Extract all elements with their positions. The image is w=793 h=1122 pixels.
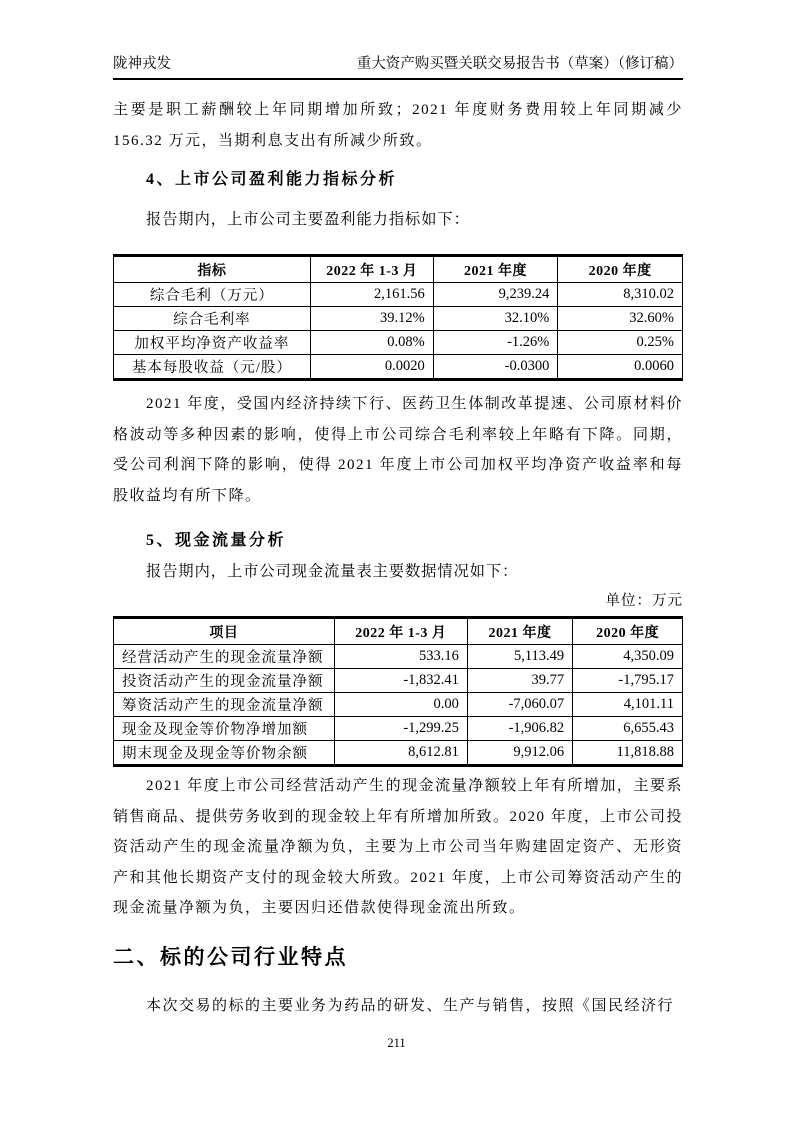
column-header: 2021 年度 [433,256,558,283]
row-label: 综合毛利率 [114,307,311,331]
paragraph-gross-margin-analysis: 2021 年度，受国内经济持续下行、医药卫生体制改革提速、公司原材料价格波动等多种因素的影响，使得上市公司综合毛利率较上年略有下降。同期，受公司利润下降的影响，使得 2021 年度上市公司加权平均净资产收益率和每股收益均有所下降。 [113,396,683,504]
cell-value: 0.08% [310,331,433,355]
row-label: 现金及现金等价物净增加额 [114,717,335,741]
cell-value: 0.0020 [310,355,433,380]
column-header: 项目 [114,618,335,645]
row-label: 筹资活动产生的现金流量净额 [114,693,335,717]
heading-target-company-industry: 二、标的公司行业特点 [113,945,348,969]
cell-value: 0.0060 [558,355,683,380]
paragraph-cashflow-explanation: 2021 年度上市公司经营活动产生的现金流量净额较上年有所增加，主要系销售商品、提供劳务收到的现金较上年有所增加所致。2020 年度，上市公司投资活动产生的现金流量净额为负，主要为上市公司当年购建固定资产、无形资产和其他长期资产支付的现金较大所致。2021 年度，上市公司筹资活动产生的现金流量净额为负，主要因归还借款使得现金流出所致。 [113,778,683,916]
cell-value: 0.00 [334,693,467,717]
heading-profitability-analysis: 4、上市公司盈利能力指标分析 [146,171,398,188]
paragraph-expense-explanation: 主要是职工薪酬较上年同期增加所致；2021 年度财务费用较上年同期减少 156.32 万元，当期利息支出有所减少所致。 [113,102,683,149]
table-row [114,307,683,331]
table-row [114,645,683,669]
table-row [114,283,683,307]
unit-label: 单位：万元 [605,593,683,609]
cell-value: 5,113.49 [467,645,572,669]
row-label: 期末现金及现金等价物余额 [114,741,335,766]
cell-value: 39.12% [310,307,433,331]
cell-value: 8,612.81 [334,741,467,766]
column-header: 2021 年度 [467,618,572,645]
table-header-row [114,618,683,645]
page-content [113,77,683,1021]
cell-value: 9,912.06 [467,741,572,766]
intro-cashflow-table: 报告期内，上市公司现金流量表主要数据情况如下： [146,563,519,580]
table-row [114,355,683,380]
cell-value: 11,818.88 [573,741,683,766]
paragraph-target-business: 本次交易的标的主要业务为药品的研发、生产与销售，按照《国民经济行 [146,997,675,1014]
profitability-indicators-table [113,254,683,381]
table-row [114,669,683,693]
table-row [114,693,683,717]
cell-value: -1,795.17 [573,669,683,693]
table-row [114,331,683,355]
heading-cashflow-analysis: 5、现金流量分析 [146,532,287,549]
column-header: 2022 年 1-3 月 [334,618,467,645]
table-header-row [114,256,683,283]
row-label: 综合毛利（万元） [114,283,311,307]
row-label: 经营活动产生的现金流量净额 [114,645,335,669]
cell-value: -1.26% [433,331,558,355]
cell-value: -1,906.82 [467,717,572,741]
page-header [113,52,683,80]
cell-value: -7,060.07 [467,693,572,717]
table-row [114,717,683,741]
cashflow-table [113,616,683,767]
row-label: 投资活动产生的现金流量净额 [114,669,335,693]
row-label: 加权平均净资产收益率 [114,331,311,355]
cell-value: 9,239.24 [433,283,558,307]
cell-value: -1,832.41 [334,669,467,693]
cell-value: 32.60% [558,307,683,331]
cell-value: 39.77 [467,669,572,693]
cell-value: 32.10% [433,307,558,331]
column-header: 指标 [114,256,311,283]
cell-value: 533.16 [334,645,467,669]
column-header: 2020 年度 [573,618,683,645]
cell-value: 6,655.43 [573,717,683,741]
cell-value: 0.25% [558,331,683,355]
table-row [114,741,683,766]
cell-value: 4,101.11 [573,693,683,717]
intro-profitability-table: 报告期内，上市公司主要盈利能力指标如下： [146,211,470,228]
header-company-name: 陇神戎发 [113,56,171,72]
column-header: 2022 年 1-3 月 [310,256,433,283]
cell-value: 4,350.09 [573,645,683,669]
cell-value: -1,299.25 [334,717,467,741]
page-number: 211 [387,1036,406,1050]
cell-value: -0.0300 [433,355,558,380]
cell-value: 8,310.02 [558,283,683,307]
header-report-title: 重大资产购买暨关联交易报告书（草案）（修订稿） [356,56,683,72]
cell-value: 2,161.56 [310,283,433,307]
column-header: 2020 年度 [558,256,683,283]
row-label: 基本每股收益（元/股） [114,355,311,380]
